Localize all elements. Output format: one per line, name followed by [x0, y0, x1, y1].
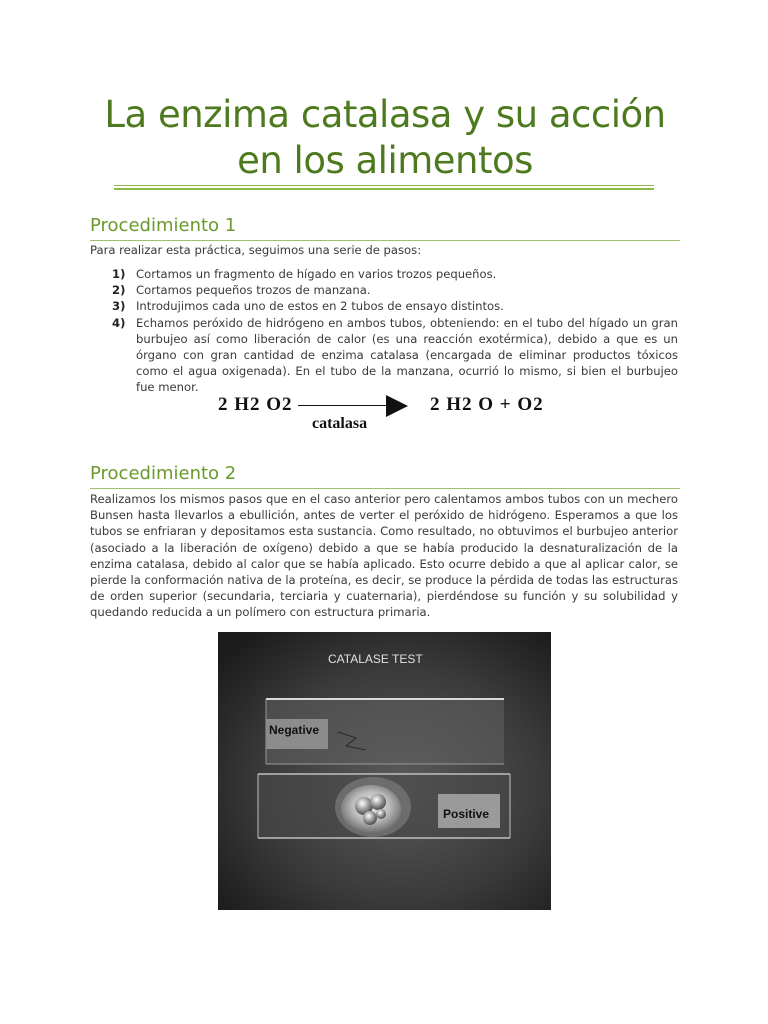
- step-text: Cortamos pequeños trozos de manzana.: [136, 283, 371, 298]
- equation-catalyst: catalasa: [312, 415, 368, 432]
- step-item: [112, 282, 678, 298]
- bubble-icon: [370, 794, 386, 810]
- positive-label: Positive: [443, 807, 490, 821]
- equation-reactants: 2 H2 O2: [218, 394, 293, 415]
- negative-label: Negative: [269, 723, 320, 737]
- chemical-equation: [210, 390, 570, 438]
- title-rule-thick: [114, 188, 654, 190]
- reaction-arrow-line: [298, 405, 386, 406]
- section2-text: Realizamos los mismos pasos que en el caso anterior pero calentamos ambos tubos con un mechero Bunsen hasta llevarlos a ebullición, antes de verter el peróxido de hidrógeno. Esperamos a que los tubos se enfriaran y depositamos esta sustancia. Como resultado, no obtuvimos el burbujeo anterior (asociado a la liberación de oxígeno) debido a que se había producido la desnaturalización de la enzima catalasa, debido al calor que se había aplicado. Esto ocurre debido a que al aplicar calor, se pierde la conformación nativa de la proteína, es decir, se produce la pérdida de todas las estructuras de orden superior (secundaria, terciaria y cuaternaria), pierdéndose su función y su solubilidad y quedando reducida a un polímero con estructura primaria.: [90, 492, 678, 620]
- title-line-2: en los alimentos: [237, 139, 533, 182]
- step-text: Cortamos un fragmento de hígado en varios trozos pequeños.: [136, 267, 497, 281]
- step-item: [112, 266, 678, 282]
- photo-caption: CATALASE TEST: [328, 652, 423, 666]
- step-text: Echamos peróxido de hidrógeno en ambos tubos, obteniendo: en el tubo del hígado un gran burbujeo así como liberación de calor (es una reacción exotérmica), debido a que es un órgano con gran cantidad de enzima catalasa (encargada de eliminar productos tóxicos como el agua oxigenada). En el tubo de la manzana, ocurrió lo mismo, si bien el burbujeo fue menor.: [136, 315, 678, 395]
- document-title: [90, 92, 680, 184]
- section1-rule: [90, 240, 680, 241]
- section1-heading: Procedimiento 1: [90, 215, 237, 236]
- steps-list: [112, 266, 678, 396]
- step-number: 4): [112, 315, 126, 330]
- step-number: 3): [112, 299, 126, 314]
- bubble-icon: [363, 811, 377, 825]
- step-number: 2): [112, 283, 126, 298]
- bubble-icon: [376, 809, 386, 819]
- positive-slide: [258, 774, 510, 838]
- section2-rule: [90, 488, 680, 489]
- title-rule-thin: [114, 185, 654, 186]
- title-line-1: La enzima catalasa y su acción: [104, 93, 666, 136]
- catalase-test-photo: [218, 632, 551, 910]
- reaction-arrow-head-icon: [386, 395, 408, 417]
- step-item: [112, 315, 678, 396]
- step-text: Introdujimos cada uno de estos en 2 tubos de ensayo distintos.: [136, 299, 504, 314]
- section2-heading: Procedimiento 2: [90, 463, 237, 484]
- photo-background: [218, 632, 551, 910]
- photo-drawing: [218, 632, 551, 910]
- section1-intro: Para realizar esta práctica, seguimos una serie de pasos:: [90, 243, 422, 257]
- equation-products: 2 H2 O + O2: [430, 394, 544, 415]
- step-number: 1): [112, 267, 126, 281]
- step-item: [112, 298, 678, 314]
